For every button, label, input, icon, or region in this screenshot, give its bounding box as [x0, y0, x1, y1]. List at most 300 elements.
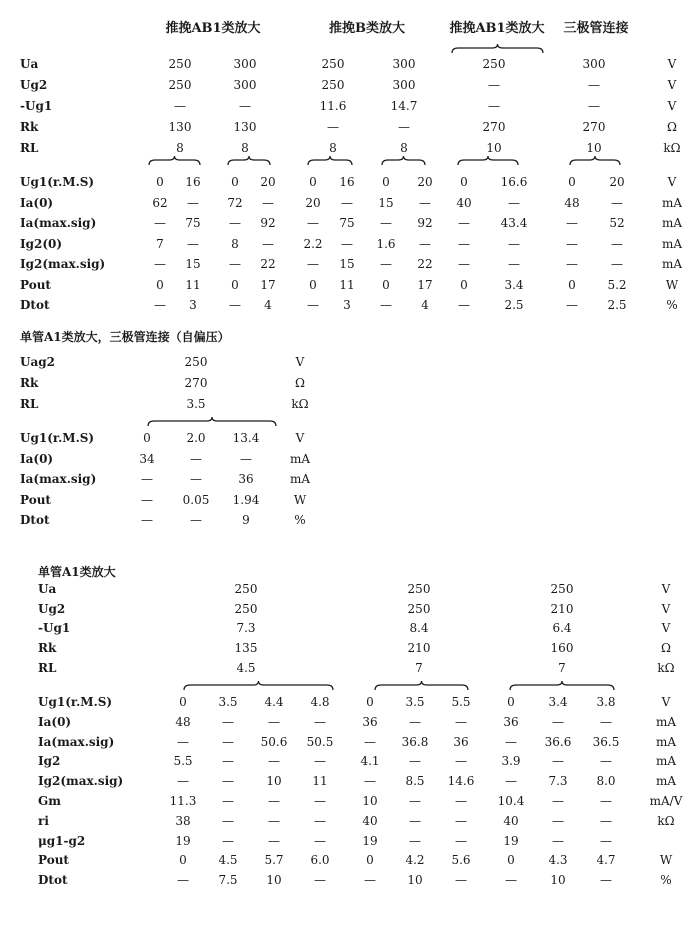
s3-bot-cell: —: [222, 734, 234, 749]
s2-bot-cell: 0: [143, 431, 151, 445]
s1-header: 推挽AB1类放大: [165, 21, 261, 36]
s2-bot-unit: V: [295, 431, 305, 445]
s3-top-cell: 210: [550, 601, 574, 616]
s3-bot-label: Pout: [38, 853, 69, 868]
s3-bot-cell: —: [505, 734, 517, 749]
s1-top-cell: —: [488, 99, 500, 113]
s1-bot-cell: 0: [156, 175, 164, 189]
s3-bot-cell: —: [455, 714, 467, 729]
s2-top-cell: 270: [184, 376, 208, 390]
s1-top-cell: 8: [241, 141, 249, 155]
s2-bot-unit: mA: [289, 451, 311, 466]
s1-bot-cell: 0: [460, 277, 468, 292]
s1-top-cell: 130: [233, 120, 257, 134]
s3-bot-cell: —: [455, 754, 467, 769]
s1-top-cell: —: [239, 99, 251, 113]
s1-bot-cell: —: [307, 298, 319, 312]
s1-bot-unit: %: [666, 298, 678, 312]
s2-bot-cell: —: [190, 472, 202, 486]
s1-bot-cell: —: [229, 216, 241, 230]
s1-bot-cell: —: [508, 236, 520, 251]
s1-bot-cell: —: [458, 257, 470, 271]
s1-bot-cell: 75: [339, 216, 355, 230]
s1-bot-cell: 43.4: [500, 216, 528, 230]
s1-top-label: Ua: [20, 57, 39, 71]
s3-bot-cell: —: [409, 754, 421, 769]
s1-bot-cell: —: [229, 298, 241, 312]
s1-bot-cell: 1.6: [376, 236, 396, 251]
s3-bot-cell: 0: [366, 695, 374, 709]
s1-bot-cell: 11: [185, 277, 201, 292]
s1-top-label: Ug2: [20, 78, 48, 92]
s1-top-cell: 250: [321, 57, 345, 71]
s2-top-unit: V: [295, 355, 305, 369]
s1-bot-cell: —: [154, 216, 166, 230]
s3-top-label: Rk: [38, 641, 57, 656]
s2-bot-label: Dtot: [20, 513, 50, 527]
s1-bot-unit: mA: [661, 236, 683, 251]
s3-top-cell: 250: [234, 582, 258, 596]
s1-top-cell: 8: [329, 141, 337, 155]
s1-top-cell: —: [588, 99, 600, 113]
s1-bot-cell: 16.6: [500, 175, 528, 189]
s3-top-label: RL: [38, 660, 57, 675]
s3-bot-cell: 8.0: [596, 774, 616, 789]
s1-bot-cell: —: [262, 195, 274, 210]
s3-bot-cell: 50.5: [306, 734, 334, 749]
s3-bot-cell: —: [505, 873, 517, 888]
s1-top-cell: 270: [482, 120, 506, 134]
s3-top-cell: 250: [407, 582, 431, 596]
s3-bot-cell: —: [222, 714, 234, 729]
s2-bot-cell: —: [190, 513, 202, 527]
s3-top-unit: V: [661, 582, 671, 596]
s1-bot-cell: —: [611, 195, 623, 210]
s1-bot-cell: 20: [260, 175, 276, 189]
s2-top-label: Uag2: [20, 355, 55, 369]
s1-top-cell: 250: [168, 57, 192, 71]
s1-top-cell: 300: [392, 57, 416, 71]
s2-top-cell: 250: [184, 355, 208, 369]
s1-bot-cell: 2.5: [504, 298, 524, 312]
s3-bot-cell: 14.6: [447, 774, 475, 789]
s3-bot-unit: kΩ: [657, 813, 675, 828]
s1-top-cell: 8: [176, 141, 184, 155]
s1-bot-cell: 4: [264, 298, 272, 312]
s1-top-label: Rk: [20, 120, 39, 134]
s1-top-unit: kΩ: [663, 141, 681, 155]
s1-bot-cell: 2.2: [303, 236, 323, 251]
s1-bot-cell: 7: [156, 236, 164, 251]
s3-bot-cell: 19: [362, 833, 378, 848]
s1-bot-unit: mA: [661, 216, 683, 230]
s1-bot-cell: —: [508, 257, 520, 271]
s1-top-cell: 10: [486, 141, 502, 155]
s3-bot-cell: —: [600, 714, 612, 729]
s3-bot-label: Ia(max.sig): [38, 734, 115, 749]
s3-bot-cell: —: [552, 794, 564, 808]
s3-bot-cell: 4.1: [360, 754, 380, 769]
s3-bot-cell: 4.7: [596, 853, 616, 868]
s3-bot-cell: —: [314, 754, 326, 769]
s3-top-cell: 210: [407, 641, 431, 656]
s3-top-cell: 7: [415, 660, 423, 675]
s3-top-unit: kΩ: [657, 660, 675, 675]
s2-top-unit: kΩ: [291, 397, 309, 411]
s3-top-cell: 4.5: [236, 660, 256, 675]
s3-bot-cell: —: [314, 714, 326, 729]
s3-top-unit: V: [661, 601, 671, 616]
s1-bot-cell: 16: [185, 175, 201, 189]
s1-bot-cell: 20: [305, 195, 321, 210]
s3-bot-cell: 38: [175, 813, 191, 828]
s2-bot-cell: —: [141, 472, 153, 486]
s1-bot-cell: 20: [609, 175, 625, 189]
s1-bot-cell: —: [187, 195, 199, 210]
s1-top-label: RL: [20, 141, 39, 155]
s3-bot-cell: 5.6: [451, 853, 471, 868]
s3-bot-cell: —: [600, 833, 612, 848]
s1-bot-cell: 0: [231, 175, 239, 189]
s3-bot-cell: —: [314, 833, 326, 848]
s1-bot-cell: 52: [609, 216, 625, 230]
s3-bot-cell: 7.5: [218, 873, 238, 888]
s1-bot-cell: 2.5: [607, 298, 627, 312]
s3-bot-cell: 4.8: [310, 695, 330, 709]
s3-bot-cell: 0: [179, 853, 187, 868]
s3-bot-cell: 19: [503, 833, 519, 848]
s3-top-cell: 8.4: [409, 621, 429, 636]
s3-bot-cell: 3.9: [501, 754, 521, 769]
s3-bot-cell: 8.5: [405, 774, 425, 789]
s3-bot-cell: —: [268, 813, 280, 828]
s3-bot-cell: —: [409, 813, 421, 828]
s1-header: 推挽B类放大: [329, 21, 405, 36]
s3-bot-cell: —: [222, 794, 234, 808]
s3-bot-cell: —: [409, 794, 421, 808]
s3-bot-cell: 10: [362, 794, 378, 808]
s3-bot-label: μg1-g2: [38, 833, 86, 848]
s1-bot-cell: —: [262, 236, 274, 251]
s2-bot-cell: 0.05: [182, 492, 210, 507]
s1-bot-cell: —: [380, 257, 392, 271]
s1-top-cell: —: [588, 78, 600, 92]
s1-bot-cell: 3.4: [504, 277, 524, 292]
s3-bot-cell: —: [455, 833, 467, 848]
s1-bot-cell: —: [611, 236, 623, 251]
s1-top-cell: —: [398, 120, 410, 134]
s1-bot-cell: 40: [456, 195, 472, 210]
s1-bot-cell: 15: [378, 195, 394, 210]
s1-bot-cell: —: [566, 236, 578, 251]
s2-bot-cell: 36: [238, 472, 254, 486]
s1-bot-cell: 20: [417, 175, 433, 189]
s1-top-cell: 11.6: [319, 99, 347, 113]
s2-bot-unit: W: [293, 492, 307, 507]
s1-top-cell: 300: [392, 78, 416, 92]
s3-bot-unit: mA: [655, 774, 677, 789]
s2-bot-cell: 1.94: [232, 492, 260, 507]
s3-top-cell: 250: [550, 582, 574, 596]
s1-bot-cell: 3: [343, 298, 351, 312]
s1-bot-cell: 0: [460, 175, 468, 189]
s3-bot-cell: —: [552, 833, 564, 848]
s1-bot-cell: 16: [339, 175, 355, 189]
s3-bot-cell: 36: [362, 714, 378, 729]
s3-bot-cell: —: [177, 774, 189, 789]
s1-bot-cell: 17: [417, 277, 433, 292]
s3-bot-cell: —: [409, 714, 421, 729]
s3-bot-cell: —: [314, 794, 326, 808]
s2-title: 单管A1类放大，三极管连接（自偏压）: [20, 330, 230, 344]
s3-bot-cell: —: [552, 714, 564, 729]
s3-top-cell: 7: [558, 660, 566, 675]
s3-bot-cell: —: [268, 714, 280, 729]
s3-bot-unit: mA/V: [649, 794, 683, 808]
s1-bot-cell: —: [229, 257, 241, 271]
s3-bot-cell: 10.4: [497, 794, 525, 808]
s1-bot-label: Ig2(max.sig): [20, 257, 106, 271]
s1-bot-cell: 22: [417, 257, 433, 271]
s2-bot-label: Ia(max.sig): [20, 472, 97, 486]
s3-bot-cell: 0: [507, 853, 515, 868]
s1-bot-cell: 11: [339, 277, 355, 292]
s3-bot-cell: —: [222, 754, 234, 769]
s3-top-label: Ua: [38, 582, 57, 596]
s3-bot-label: Ig2(max.sig): [38, 774, 124, 789]
s1-bot-cell: —: [187, 236, 199, 251]
s1-top-cell: 8: [400, 141, 408, 155]
s3-bot-cell: 36.6: [544, 734, 572, 749]
s3-bot-cell: 4.5: [218, 853, 238, 868]
s3-top-cell: 160: [550, 641, 574, 656]
s2-bot-cell: —: [141, 513, 153, 527]
s1-bot-cell: —: [458, 236, 470, 251]
s3-bot-label: Gm: [38, 794, 61, 808]
s2-bot-cell: —: [240, 451, 252, 466]
s3-title: 单管A1类放大: [38, 565, 116, 579]
s3-bot-cell: 6.0: [310, 853, 330, 868]
s3-bot-cell: —: [455, 813, 467, 828]
s3-bot-cell: 0: [366, 853, 374, 868]
s2-bot-cell: —: [190, 451, 202, 466]
s1-bot-cell: 72: [227, 195, 243, 210]
s3-bot-label: Ug1(r.M.S): [38, 695, 113, 709]
s1-header: 三极管连接: [563, 21, 629, 36]
s1-bot-cell: 0: [309, 277, 317, 292]
s3-bot-cell: —: [268, 833, 280, 848]
s2-bot-label: Ia(0): [20, 451, 54, 466]
s3-bot-label: Ig2: [38, 754, 61, 769]
s1-top-cell: 300: [233, 78, 257, 92]
s3-bot-cell: —: [600, 754, 612, 769]
s2-bot-label: Ug1(r.M.S): [20, 431, 95, 445]
s1-top-cell: 14.7: [390, 99, 418, 113]
s3-bot-cell: 5.5: [451, 695, 471, 709]
s3-top-cell: 135: [234, 641, 258, 656]
s3-bot-cell: —: [364, 774, 376, 789]
s3-bot-cell: 3.4: [548, 695, 568, 709]
s1-top-cell: —: [488, 78, 500, 92]
s1-top-cell: —: [327, 120, 339, 134]
s3-bot-cell: 7.3: [548, 774, 568, 789]
s1-bot-unit: V: [667, 175, 677, 189]
s2-bot-label: Pout: [20, 492, 51, 507]
s2-top-cell: 3.5: [186, 397, 206, 411]
s3-bot-cell: 50.6: [260, 734, 288, 749]
s3-bot-unit: mA: [655, 714, 677, 729]
s3-top-cell: 250: [234, 601, 258, 616]
s1-bot-cell: 4: [421, 298, 429, 312]
s3-bot-cell: —: [222, 813, 234, 828]
s1-bot-cell: 92: [417, 216, 433, 230]
s1-bot-cell: —: [419, 236, 431, 251]
s2-top-label: Rk: [20, 376, 39, 390]
s3-bot-cell: 11: [312, 774, 328, 789]
s3-top-label: Ug2: [38, 601, 66, 616]
s1-bot-cell: —: [566, 257, 578, 271]
s1-bot-cell: —: [341, 195, 353, 210]
s3-bot-unit: W: [659, 853, 673, 868]
s1-top-cell: 300: [233, 57, 257, 71]
s3-top-cell: 7.3: [236, 621, 256, 636]
s1-bot-cell: —: [458, 216, 470, 230]
s1-bot-label: Ig2(0): [20, 236, 63, 251]
s1-header: 推挽AB1类放大: [449, 21, 545, 36]
s2-bot-cell: 2.0: [186, 431, 206, 445]
s1-bot-cell: 75: [185, 216, 201, 230]
s3-bot-cell: 10: [407, 873, 423, 888]
s1-bot-cell: —: [508, 195, 520, 210]
s1-top-cell: 250: [482, 57, 506, 71]
s3-bot-cell: —: [268, 794, 280, 808]
s2-bot-unit: %: [294, 513, 306, 527]
s1-bot-cell: 17: [260, 277, 276, 292]
s1-bot-cell: 0: [231, 277, 239, 292]
s3-bot-cell: —: [552, 813, 564, 828]
s1-top-cell: 250: [168, 78, 192, 92]
s1-top-label: -Ug1: [20, 99, 53, 113]
s1-bot-cell: 3: [189, 298, 197, 312]
s1-bot-label: Ug1(r.M.S): [20, 175, 95, 189]
s1-bot-cell: 15: [339, 257, 355, 271]
s3-bot-cell: —: [455, 873, 467, 888]
s1-top-cell: —: [174, 99, 186, 113]
s1-bot-cell: —: [419, 195, 431, 210]
s3-bot-cell: 5.7: [264, 853, 284, 868]
s1-top-cell: 250: [321, 78, 345, 92]
s1-bot-cell: 62: [152, 195, 168, 210]
s1-bot-unit: W: [665, 277, 679, 292]
s3-bot-cell: —: [177, 734, 189, 749]
s1-bot-label: Pout: [20, 277, 51, 292]
s3-bot-cell: 3.5: [218, 695, 238, 709]
s3-bot-cell: —: [600, 813, 612, 828]
s1-bot-cell: 5.2: [607, 277, 627, 292]
s3-bot-cell: 4.3: [548, 853, 568, 868]
s3-bot-cell: —: [505, 774, 517, 789]
s3-bot-unit: V: [661, 695, 671, 709]
s3-bot-cell: 19: [175, 833, 191, 848]
s3-top-unit: V: [661, 621, 671, 636]
s1-top-unit: Ω: [667, 120, 677, 134]
s2-bot-unit: mA: [289, 472, 311, 486]
s3-bot-cell: 36.8: [401, 734, 429, 749]
s3-bot-cell: —: [177, 873, 189, 888]
s3-bot-cell: 4.2: [405, 853, 425, 868]
s1-bot-cell: —: [380, 216, 392, 230]
s3-bot-cell: 36: [503, 714, 519, 729]
s3-bot-cell: 3.5: [405, 695, 425, 709]
s2-top-label: RL: [20, 397, 39, 411]
s3-bot-cell: 3.8: [596, 695, 616, 709]
s2-bot-cell: —: [141, 492, 153, 507]
s1-bot-cell: —: [458, 298, 470, 312]
s1-bot-cell: —: [566, 216, 578, 230]
s3-bot-cell: 48: [175, 714, 191, 729]
s3-bot-cell: —: [314, 813, 326, 828]
s1-bot-cell: 8: [231, 236, 239, 251]
s3-bot-cell: —: [455, 794, 467, 808]
s3-bot-cell: 0: [507, 695, 515, 709]
s3-bot-cell: 40: [362, 813, 378, 828]
s3-bot-cell: 11.3: [169, 794, 197, 808]
s3-bot-label: ri: [38, 813, 49, 828]
s3-bot-cell: —: [364, 873, 376, 888]
s1-bot-cell: —: [380, 298, 392, 312]
s1-top-cell: 10: [586, 141, 602, 155]
s3-bot-cell: —: [552, 754, 564, 769]
s1-bot-cell: 0: [309, 175, 317, 189]
s1-top-cell: 130: [168, 120, 192, 134]
s1-bot-cell: 0: [568, 175, 576, 189]
s3-bot-cell: —: [222, 774, 234, 789]
s3-bot-cell: —: [364, 734, 376, 749]
s3-bot-label: Ia(0): [38, 714, 72, 729]
s2-bot-cell: 9: [242, 513, 250, 527]
s1-bot-unit: mA: [661, 257, 683, 271]
s1-top-unit: V: [667, 78, 677, 92]
s1-top-cell: 300: [582, 57, 606, 71]
s1-top-unit: V: [667, 57, 677, 71]
s1-top-unit: V: [667, 99, 677, 113]
s3-bot-unit: mA: [655, 754, 677, 769]
s3-bot-cell: —: [314, 873, 326, 888]
s1-bot-cell: 0: [382, 175, 390, 189]
s1-bot-cell: —: [307, 257, 319, 271]
s3-bot-cell: —: [600, 794, 612, 808]
s1-bot-unit: mA: [661, 195, 683, 210]
s1-bot-cell: 15: [185, 257, 201, 271]
s1-bot-cell: —: [341, 236, 353, 251]
s1-bot-cell: 48: [564, 195, 580, 210]
s3-bot-cell: 0: [179, 695, 187, 709]
s3-top-cell: 250: [407, 601, 431, 616]
s3-bot-cell: 36.5: [592, 734, 620, 749]
s1-bot-cell: —: [566, 298, 578, 312]
s1-bot-label: Ia(max.sig): [20, 216, 97, 230]
s3-top-cell: 6.4: [552, 621, 572, 636]
s3-top-label: -Ug1: [38, 621, 71, 636]
s3-bot-cell: 10: [266, 774, 282, 789]
s3-bot-label: Dtot: [38, 873, 68, 888]
s1-bot-label: Dtot: [20, 298, 50, 312]
s1-bot-label: Ia(0): [20, 195, 54, 210]
s1-bot-cell: —: [611, 257, 623, 271]
s1-bot-cell: 0: [568, 277, 576, 292]
s2-bot-cell: 34: [139, 451, 155, 466]
s1-bot-cell: 0: [382, 277, 390, 292]
